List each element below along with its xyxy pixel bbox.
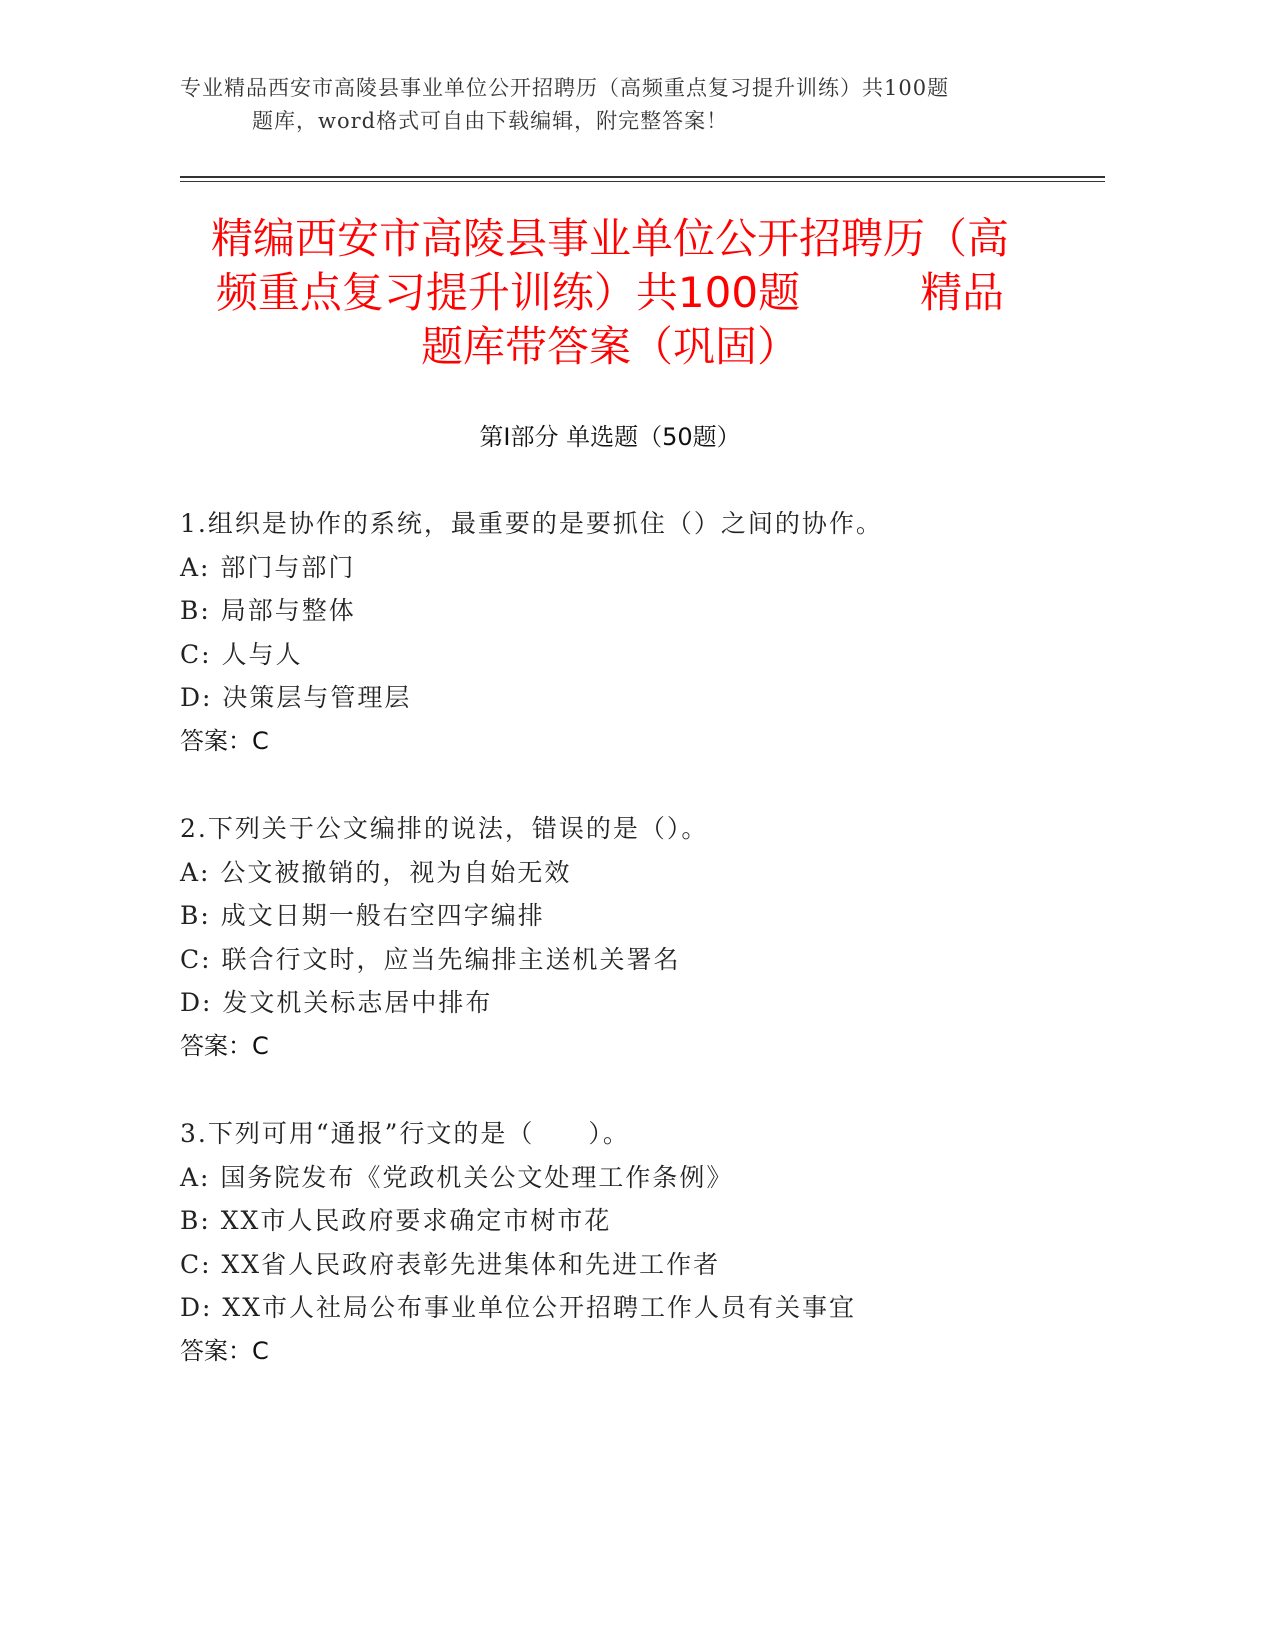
header-rule-thick — [180, 176, 1105, 178]
option-a: A: 国务院发布《党政机关公文处理工作条例》 — [180, 1162, 734, 1192]
option-a: A: 公文被撤销的，视为自始无效 — [180, 857, 572, 887]
option-b: B: 成文日期一般右空四字编排 — [180, 901, 545, 930]
answer: 答案：C — [180, 1336, 269, 1365]
option-b: B: XX市人民政府要求确定市树市花 — [180, 1206, 612, 1235]
question-stem: 3.下列可用“通报”行文的是（ ）。 — [180, 1119, 630, 1148]
document-title — [180, 212, 1040, 374]
answer: 答案：C — [180, 1031, 269, 1060]
option-c: C: 人与人 — [180, 639, 303, 669]
option-c: C: XX省人民政府表彰先进集体和先进工作者 — [180, 1249, 721, 1279]
answer: 答案：C — [180, 726, 269, 755]
option-d: D: 决策层与管理层 — [180, 683, 412, 712]
option-c: C: 联合行文时，应当先编排主送机关署名 — [180, 944, 681, 974]
question-2 — [180, 807, 1110, 1068]
section-title: 第Ⅰ部分 单选题（50题） — [479, 423, 741, 451]
title-line-2-left: 频重点复习提升训练）共100题 — [215, 268, 801, 317]
document-header — [180, 72, 1060, 138]
header-rule-thin — [180, 181, 1105, 182]
option-a: A: 部门与部门 — [180, 552, 356, 582]
option-d: D: 发文机关标志居中排布 — [180, 988, 493, 1017]
question-3 — [180, 1112, 1110, 1373]
title-line-2 — [180, 266, 1040, 320]
title-line-1: 精编西安市高陵县事业单位公开招聘历（高 — [210, 214, 1009, 263]
option-b: B: 局部与整体 — [180, 596, 356, 625]
title-line-2-right: 精品 — [920, 268, 1005, 317]
title-line-3: 题库带答案（巩固） — [420, 322, 799, 371]
question-1 — [180, 502, 1110, 763]
header-line-1: 专业精品西安市高陵县事业单位公开招聘历（高频重点复习提升训练）共100题 — [180, 76, 950, 100]
question-stem: 2.下列关于公文编排的说法，错误的是（）。 — [180, 814, 709, 843]
option-d: D: XX市人社局公布事业单位公开招聘工作人员有关事宜 — [180, 1293, 857, 1322]
header-line-2: 题库，word格式可自由下载编辑，附完整答案！ — [252, 109, 729, 133]
question-stem: 1.组织是协作的系统，最重要的是要抓住（）之间的协作。 — [180, 509, 883, 538]
